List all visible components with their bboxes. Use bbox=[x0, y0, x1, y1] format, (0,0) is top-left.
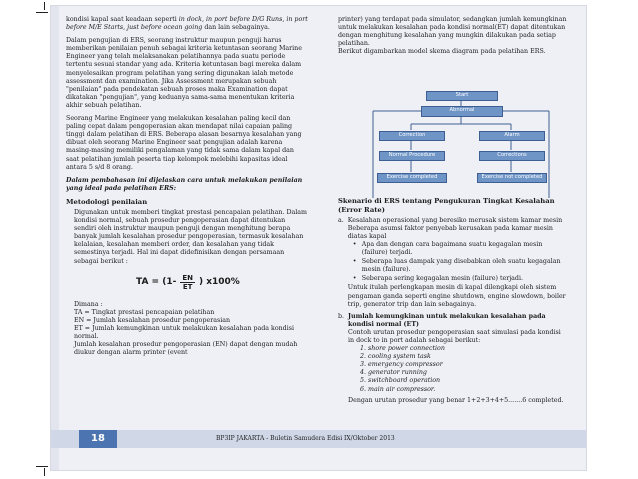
definition-item: EN = Jumlah kesalahan prosedur pengoperasian bbox=[74, 316, 231, 324]
paragraph: Seorang Marine Engineer yang melakukan kesalahan paling kecil dan paling cepat dalam pengoperasian akan mendapat nilai capaian paling tinggi dalam pelatihan di ERS. Beberapa alasan besarnya kesalahan yang dibuat oleh seorang Marine Engineer saat pengujian adalah karena masing-masing memiliki pengalaman yang tidak sama dalam kapal dan saat pelatihan jumlah peserta tiap kelompok melebihi kapasitas ideal antara 5 s/d 8 orang. bbox=[66, 115, 302, 171]
bullet-item: • Seberapa luas dampak yang disebabkan oleh suatu kegagalan mesin (failure). bbox=[362, 258, 568, 274]
left-column bbox=[66, 16, 309, 357]
box-label: Abnormal bbox=[449, 107, 475, 113]
footer-text: BP3IP JAKARTA - Buletin Samudera Edisi IX/Oktober 2013 bbox=[216, 435, 395, 442]
paragraph: printer) yang terdapat pada simulator, sedangkan jumlah kemungkinan untuk melakukan kesalahan pada kondisi normal(ET) dapat ditentukan dengan menghitung kesalahan yang mungkin dilakukan pada setiap pelatihan. bbox=[338, 16, 567, 48]
formula-rhs: ) x100% bbox=[198, 277, 240, 288]
definition-item: TA = Tingkat prestasi pencapaian pelatihan bbox=[74, 308, 215, 316]
list-item-body bbox=[348, 313, 568, 405]
bullet-list bbox=[348, 241, 568, 283]
definitions bbox=[66, 301, 309, 358]
exercise-not-completed-box bbox=[477, 173, 547, 183]
exercise-completed-box bbox=[377, 173, 447, 183]
paragraph: Berikut digambarkan model skema diagram pada pelatihan ERS. bbox=[338, 48, 546, 56]
numbered-item: 1. shore power connection bbox=[368, 345, 568, 353]
paragraph: Digunakan untuk memberi tingkat prestasi pencapaian pelatihan. Dalam kondisi normal, sebuah prosedur pengoperasian dapat ditentukan sendiri oleh instruktur maupun penguji dengan menghitung berapa banyak jumlah kesalahan prosedur pengoperasian, termasuk kesalahan kelalaian, kesalahan memberi order, dan kesalahan yang tidak semestinya terjadi. Hal ini dapat didefinisikan dengan persamaan sebagai berikut : bbox=[74, 208, 307, 265]
list-marker: b. bbox=[338, 312, 345, 320]
bullet-item: • Apa dan dengan cara bagaimana suatu kegagalan mesin (failure) terjadi. bbox=[362, 241, 568, 257]
formula-lhs: TA = (1- bbox=[136, 277, 177, 288]
abnormal-box bbox=[421, 106, 503, 117]
text: dan lain sebagainya. bbox=[202, 24, 270, 32]
box-label: Alarm bbox=[504, 132, 520, 138]
formula-denominator: ET bbox=[182, 282, 193, 291]
text: kondisi kapal saat keadaan seperti bbox=[66, 16, 179, 23]
list-item-text: Dengan urutan prosedur yang benar 1+2+3+4+5.......6 completed. bbox=[348, 396, 564, 404]
paragraph bbox=[66, 16, 309, 32]
document-page bbox=[51, 6, 586, 470]
numbered-item: 6. main air compressor. bbox=[368, 386, 568, 394]
numbered-item: 5. switchboard operation bbox=[368, 377, 568, 385]
numbered-item: 3. emergency compressor bbox=[368, 361, 568, 369]
normal-procedure-box bbox=[379, 151, 445, 161]
list-item-text: Contoh urutan prosedur pengoperasian saat simulasi pada kondisi in dock to in port adalah sebagai berikut: bbox=[348, 328, 561, 344]
box-label: Exercise not completed bbox=[481, 174, 543, 180]
section-heading: Metodologi penilaian bbox=[66, 197, 148, 206]
definition-item: Jumlah kesalahan prosedur pengoperasian (EN) dapat dengan mudah diukur dengan alarm printer (event bbox=[74, 341, 298, 357]
box-label: Normal Procedure bbox=[388, 152, 436, 158]
bullet-item: • Seberapa sering kegagalan mesin (failure) terjadi. bbox=[362, 275, 568, 283]
box-label: Correction bbox=[398, 132, 426, 138]
page-gutter bbox=[51, 6, 59, 470]
flow-diagram bbox=[371, 88, 551, 206]
definition-item: ET = Jumlah kemungkinan untuk melakukan kesalahan pada kondisi normal. bbox=[74, 324, 294, 340]
italic-text: in dock, in port before D/G Runs, in port before M/E Starts, just before ocean going bbox=[66, 16, 308, 32]
list-item-a bbox=[338, 217, 568, 313]
list-item-text: Kesalahan operasional yang beresiko merusak sistem kamar mesin bbox=[347, 216, 563, 224]
numbered-item: 4. generator running bbox=[368, 369, 568, 377]
alarm-box bbox=[479, 131, 545, 141]
section-heading: Skenario di ERS tentang Pengukuran Tingkat Kesalahan (Error Rate) bbox=[338, 197, 555, 214]
box-label: Exercise completed bbox=[386, 174, 438, 180]
page-footer bbox=[51, 430, 586, 448]
formula-numerator: EN bbox=[182, 273, 193, 282]
crop-mark bbox=[44, 468, 45, 476]
numbered-list bbox=[348, 345, 568, 394]
start-box bbox=[426, 91, 498, 101]
crop-mark bbox=[36, 12, 48, 13]
box-label: Corrections bbox=[497, 152, 527, 158]
list-item-body bbox=[348, 217, 568, 313]
formula-fraction bbox=[180, 274, 195, 291]
crop-mark bbox=[36, 466, 48, 467]
box-label: Start bbox=[455, 92, 469, 98]
list-item-text: Untuk itulah perlengkapan mesin di kapal dilengkapi oleh sistem pengaman ganda seperti engine shutdown, engine slowdown, boiler trip, generator trip dan lain sebagainya. bbox=[347, 284, 566, 308]
definition-intro: Dimana : bbox=[74, 300, 103, 308]
list-item-text: Jumlah kemungkinan untuk melakukan kesalahan pada kondisi normal (ET) bbox=[348, 312, 546, 328]
list-item-b bbox=[338, 313, 568, 405]
corrections-box bbox=[479, 151, 545, 161]
page-number: 18 bbox=[79, 430, 117, 448]
emphasis-paragraph: Dalam pembahasan ini dijelaskan cara untuk melakukan penilaian yang ideal pada pelatihan ERS: bbox=[66, 176, 303, 192]
paragraph: Dalam pengujian di ERS, seorang instruktur maupun penguji harus memberikan penilaian penuh sebagai kriteria ketuntasan seorang Marine Engineer yang telah melaksanakan pelatihannya pada suatu periode tertentu sesuai standar yang ada. Kriteria ketuntasan bagi mereka dalam menyelesaikan program pelatihan yang sering digunakan ialah metode assessment dan examination. Jika Assessment merupakan sebuah "penilaian" pada pendekatan sebuah proses maka Examination dapat dikatakan "pengujian", yang keduanya sama-sama menentukan kriteria akhir sebuah pelatihan. bbox=[66, 37, 302, 109]
numbered-item: 2. cooling system task bbox=[368, 353, 568, 361]
list-item-text: Beberapa asumsi faktor penyebab kerusakan pada kamar mesin diatas kapal bbox=[347, 224, 553, 240]
list-marker: a. bbox=[338, 216, 344, 224]
right-column bbox=[338, 16, 568, 405]
correction-box bbox=[379, 131, 445, 141]
formula bbox=[136, 274, 309, 291]
crop-mark bbox=[44, 2, 45, 10]
